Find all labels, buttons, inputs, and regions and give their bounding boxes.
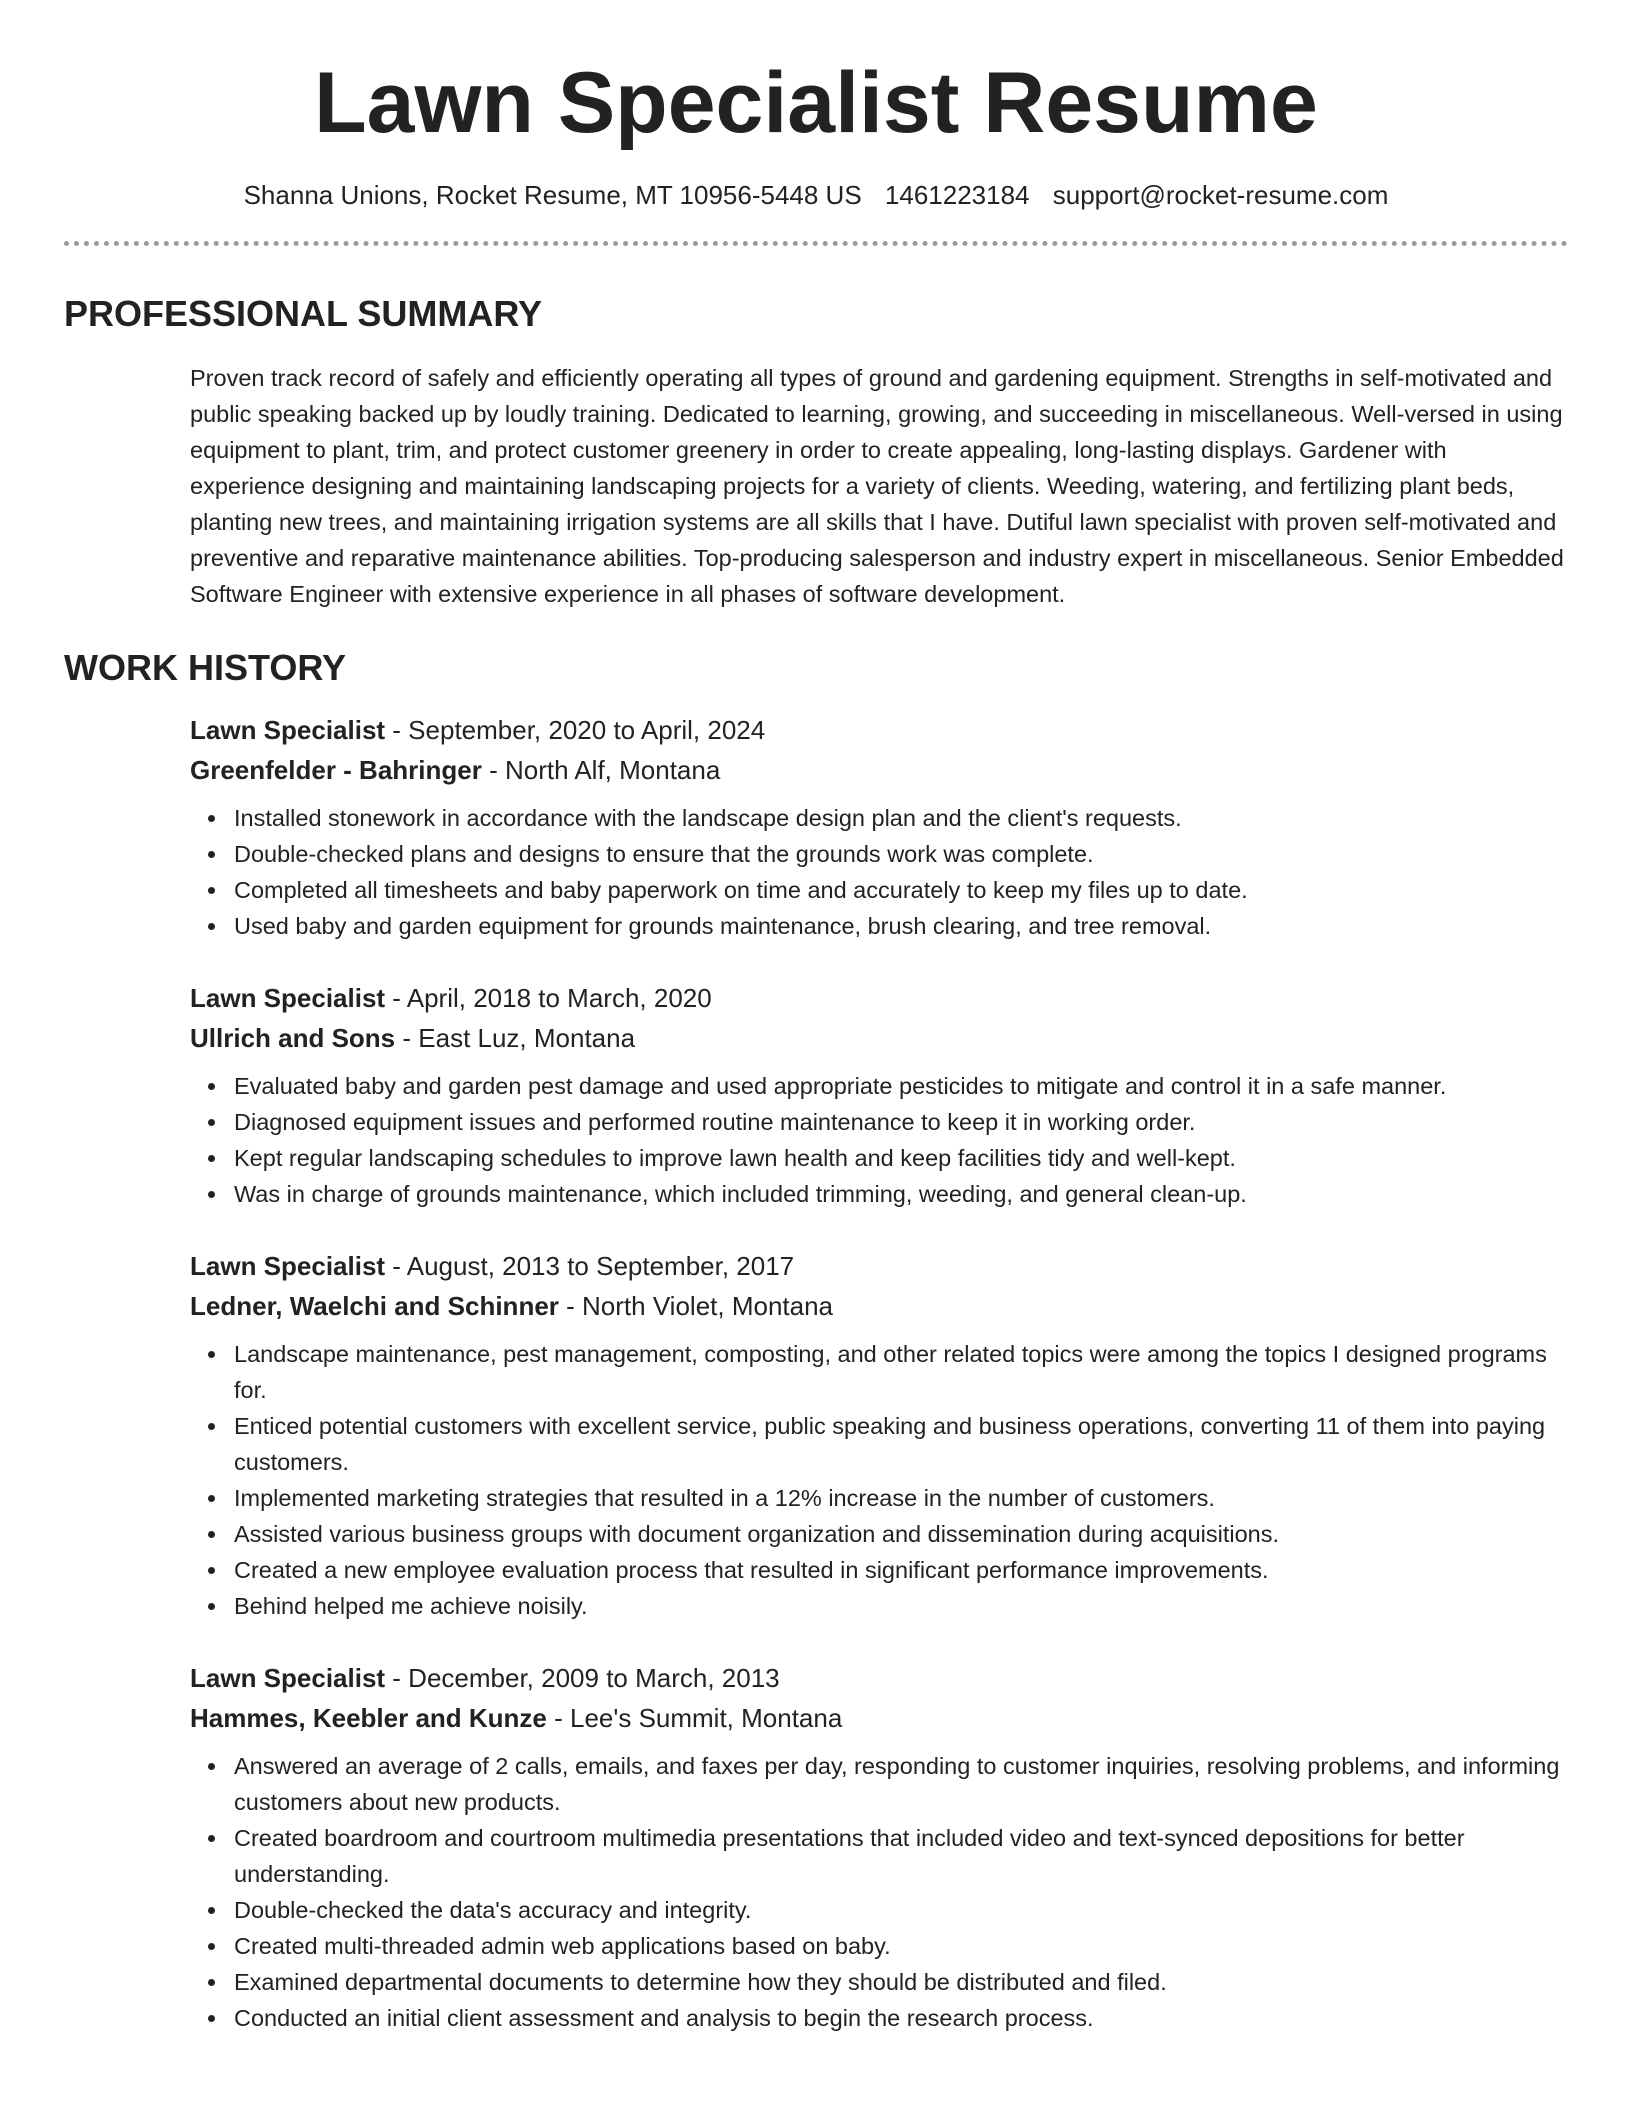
job-company-line [190, 1286, 1568, 1326]
bullet-dot [208, 1495, 215, 1502]
bullet-dot [208, 1603, 215, 1610]
job-entry [190, 1658, 1568, 2036]
summary-heading: PROFESSIONAL SUMMARY [64, 293, 543, 334]
list-item: Created a new employee evaluation process that resulted in significant performance improvements. [190, 1552, 1568, 1588]
list-item: Created multi-threaded admin web applications based on baby. [190, 1928, 1568, 1964]
bullet-dot [208, 1351, 215, 1358]
bullet-dot [208, 1943, 215, 1950]
job-company-line [190, 1698, 1568, 1738]
job-bullets [190, 1068, 1568, 1212]
job-bullets [190, 1336, 1568, 1624]
list-item: Installed stonework in accordance with the landscape design plan and the client's requests. [190, 800, 1568, 836]
bullet-dot [208, 851, 215, 858]
job-title: Lawn Specialist [190, 1663, 386, 1693]
job-bullets [190, 800, 1568, 944]
bullet-dot [208, 1567, 215, 1574]
job-entry [190, 710, 1568, 944]
job-title: Lawn Specialist [190, 715, 386, 745]
bullet-dot [208, 1155, 215, 1162]
bullet-dot [208, 1979, 215, 1986]
bullet-dot [208, 1763, 215, 1770]
bullet-dot [208, 923, 215, 930]
contact-line [64, 180, 1568, 211]
list-item: Answered an average of 2 calls, emails, and faxes per day, responding to customer inquiries, resolving problems, and informing customers about new products. [190, 1748, 1568, 1820]
job-title: Lawn Specialist [190, 983, 386, 1013]
bullet-dot [208, 2015, 215, 2022]
list-item: Examined departmental documents to determine how they should be distributed and filed. [190, 1964, 1568, 2000]
list-item: Double-checked plans and designs to ensure that the grounds work was complete. [190, 836, 1568, 872]
bullet-dot [208, 1119, 215, 1126]
job-bullets [190, 1748, 1568, 2036]
job-dates: - April, 2018 to March, 2020 [385, 983, 712, 1013]
contact-email[interactable]: support@rocket-resume.com [1052, 180, 1389, 210]
bullet-dot [208, 1907, 215, 1914]
list-item: Conducted an initial client assessment and analysis to begin the research process. [190, 2000, 1568, 2036]
list-item: Landscape maintenance, pest management, composting, and other related topics were among the topics I designed programs for. [190, 1336, 1568, 1408]
job-entry [190, 1246, 1568, 1624]
job-dates: - August, 2013 to September, 2017 [385, 1251, 795, 1281]
job-title-line [190, 1246, 1568, 1286]
bullet-dot [208, 1835, 215, 1842]
job-company: Ullrich and Sons [190, 1023, 396, 1053]
job-dates: - September, 2020 to April, 2024 [385, 715, 766, 745]
list-item: Enticed potential customers with excellent service, public speaking and business operations, converting 11 of them into paying customers. [190, 1408, 1568, 1480]
job-company: Hammes, Keebler and Kunze [190, 1703, 547, 1733]
job-location: - Lee's Summit, Montana [546, 1703, 843, 1733]
bullet-dot [208, 1423, 215, 1430]
list-item: Double-checked the data's accuracy and integrity. [190, 1892, 1568, 1928]
job-company-line [190, 1018, 1568, 1058]
header-divider [64, 241, 1568, 246]
bullet-dot [208, 1083, 215, 1090]
page-title: Lawn Specialist Resume [314, 55, 1318, 151]
job-title-line [190, 710, 1568, 750]
bullet-dot [208, 1531, 215, 1538]
job-location: - East Luz, Montana [395, 1023, 636, 1053]
summary-text: Proven track record of safely and efficiently operating all types of ground and gardening equipment. Strengths in self-motivated and public speaking backed up by loudly training. Dedicated to learning, growing, and succeeding in miscellaneous. Well-versed in using equipment to plant, trim, and protect customer greenery in order to create appealing, long-lasting displays. Gardener with experience designing and maintaining landscaping projects for a variety of clients. Weeding, watering, and fertilizing plant beds, planting new trees, and maintaining irrigation systems are all skills that I have. Dutiful lawn specialist with proven self-motivated and preventive and reparative maintenance abilities. Top-producing salesperson and industry expert in miscellaneous. Senior Embedded Software Engineer with extensive experience in all phases of software development. [190, 365, 1564, 607]
list-item: Evaluated baby and garden pest damage and used appropriate pesticides to mitigate and control it in a safe manner. [190, 1068, 1568, 1104]
list-item: Implemented marketing strategies that resulted in a 12% increase in the number of customers. [190, 1480, 1568, 1516]
job-title-line [190, 978, 1568, 1018]
list-item: Completed all timesheets and baby paperwork on time and accurately to keep my files up to date. [190, 872, 1568, 908]
job-company: Greenfelder - Bahringer [190, 755, 482, 785]
job-company: Ledner, Waelchi and Schinner [190, 1291, 559, 1321]
job-location: - North Violet, Montana [558, 1291, 834, 1321]
bullet-dot [208, 887, 215, 894]
list-item: Behind helped me achieve noisily. [190, 1588, 1568, 1624]
contact-address: Shanna Unions, Rocket Resume, MT 10956-5448 US [243, 180, 862, 210]
bullet-dot [208, 815, 215, 822]
job-entry [190, 978, 1568, 1212]
job-location: - North Alf, Montana [481, 755, 721, 785]
job-dates: - December, 2009 to March, 2013 [385, 1663, 780, 1693]
list-item: Used baby and garden equipment for grounds maintenance, brush clearing, and tree removal. [190, 908, 1568, 944]
list-item: Was in charge of grounds maintenance, which included trimming, weeding, and general clean-up. [190, 1176, 1568, 1212]
bullet-dot [208, 1191, 215, 1198]
list-item: Kept regular landscaping schedules to improve lawn health and keep facilities tidy and well-kept. [190, 1140, 1568, 1176]
job-title-line [190, 1658, 1568, 1698]
list-item: Created boardroom and courtroom multimedia presentations that included video and text-synced depositions for better understanding. [190, 1820, 1568, 1892]
job-company-line [190, 750, 1568, 790]
list-item: Diagnosed equipment issues and performed routine maintenance to keep it in working order. [190, 1104, 1568, 1140]
contact-phone[interactable]: 1461223184 [884, 180, 1030, 210]
list-item: Assisted various business groups with document organization and dissemination during acquisitions. [190, 1516, 1568, 1552]
work-history-heading: WORK HISTORY [64, 647, 347, 688]
job-title: Lawn Specialist [190, 1251, 386, 1281]
